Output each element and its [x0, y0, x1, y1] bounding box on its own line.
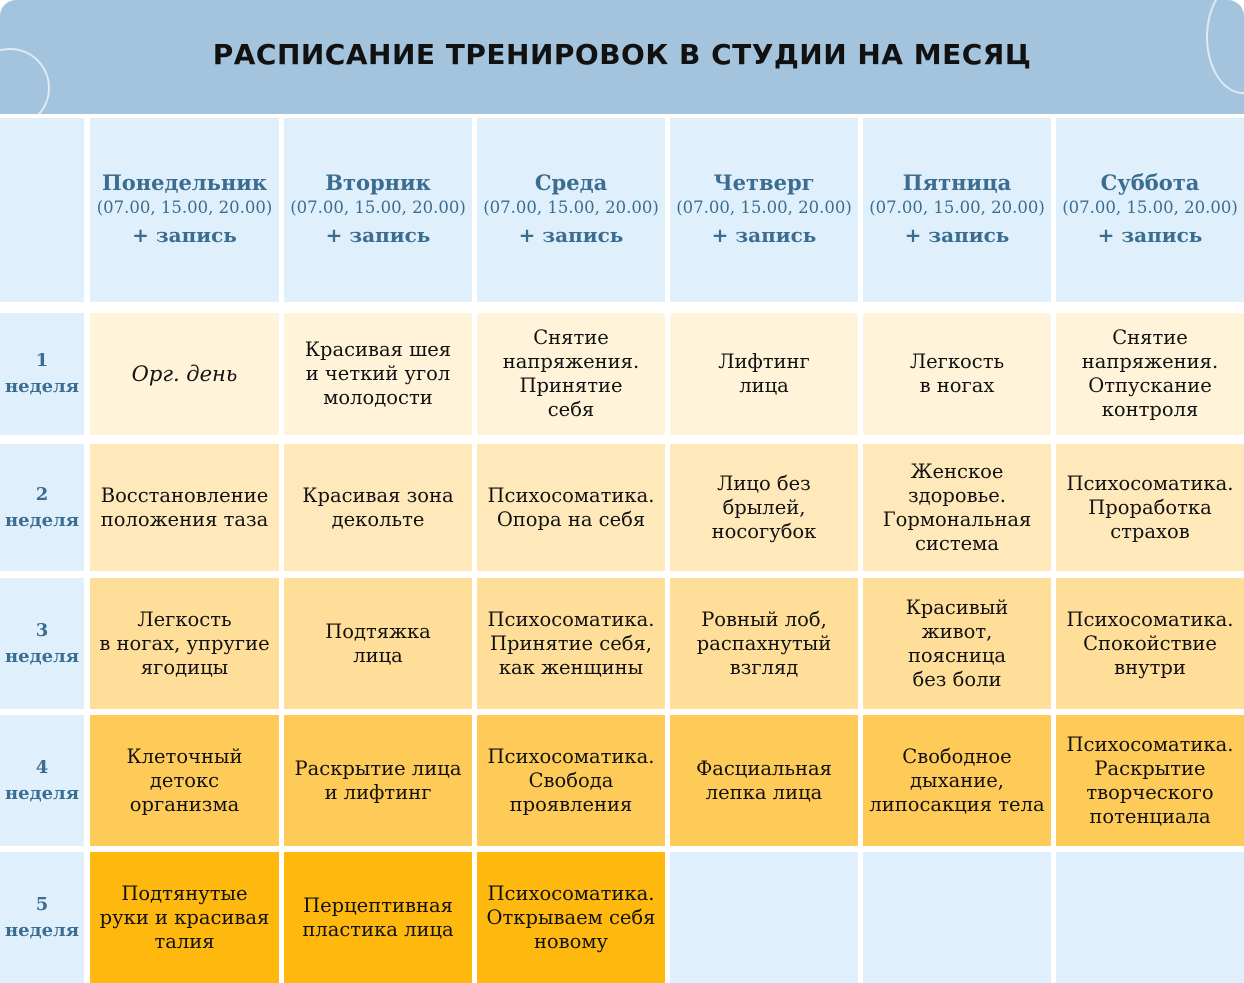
empty-cell: [863, 852, 1051, 983]
week-label-2: [0, 444, 84, 571]
signup-link[interactable]: + запись: [518, 223, 624, 247]
day-header-4: [670, 118, 858, 302]
session-cell: [670, 313, 858, 435]
session-text: напряжения.: [1081, 350, 1219, 373]
session-text: Отпускание: [1088, 374, 1212, 397]
week-number: 4: [35, 756, 49, 778]
session-text: положения таза: [100, 507, 269, 531]
day-header-1: [90, 118, 279, 302]
signup-link[interactable]: + запись: [325, 223, 431, 247]
session-text: Свобода: [528, 768, 614, 792]
session-text: проявления: [509, 792, 633, 816]
day-header-3: [477, 118, 665, 302]
session-text: Подтяжка: [325, 619, 431, 643]
session-cell: [863, 444, 1051, 571]
session-text: распахнутый: [696, 631, 832, 655]
session-text: Лицо без: [717, 471, 811, 495]
session-text: живот,: [921, 619, 993, 643]
week-label: неделя: [4, 645, 80, 667]
session-text: Снятие: [533, 326, 609, 349]
day-name: Четверг: [713, 170, 815, 195]
session-text: руки и красивая: [99, 905, 270, 929]
day-times: (07.00, 15.00, 20.00): [1062, 198, 1238, 217]
session-text: Красивая зона: [302, 483, 454, 507]
session-text: лица: [353, 643, 403, 667]
session-text: талия: [154, 929, 215, 953]
session-cell: [477, 852, 665, 983]
empty-cell: [670, 852, 858, 983]
day-header-2: [284, 118, 472, 302]
session-text: Женское: [910, 459, 1004, 483]
session-text: носогубок: [711, 519, 817, 543]
week-number: 2: [35, 483, 49, 505]
week-label-5: [0, 852, 84, 983]
session-text: Орг. день: [131, 362, 238, 386]
session-text: Лифтинг: [718, 350, 810, 373]
session-cell: [863, 313, 1051, 435]
session-cell: [670, 715, 858, 846]
session-text: и лифтинг: [324, 780, 432, 804]
session-text: организма: [129, 792, 240, 816]
session-text: страхов: [1110, 519, 1190, 543]
day-name: Понедельник: [101, 170, 268, 195]
week-label: неделя: [4, 376, 80, 397]
session-text: Спокойствие: [1083, 631, 1217, 655]
session-text: Принятие себя,: [489, 631, 652, 655]
session-cell: [863, 715, 1051, 846]
signup-link[interactable]: + запись: [1097, 223, 1203, 247]
session-text: дыхание,: [910, 768, 1004, 792]
session-text: Психосоматика.: [487, 483, 655, 507]
session-text: контроля: [1101, 398, 1199, 421]
week-label-3: [0, 578, 84, 709]
session-text: Гормональная: [882, 507, 1032, 531]
session-text: Клеточный: [126, 744, 243, 768]
session-cell: [90, 852, 279, 983]
session-cell: [1056, 578, 1244, 709]
session-text: напряжения.: [502, 350, 640, 373]
session-text: пластика лица: [302, 917, 454, 941]
week-label: неделя: [4, 919, 80, 941]
session-cell: [284, 578, 472, 709]
session-text: Психосоматика.: [1066, 607, 1234, 631]
day-header-6: [1056, 118, 1244, 302]
session-cell: [284, 852, 472, 983]
session-text: Фасциальная: [696, 756, 832, 780]
day-times: (07.00, 15.00, 20.00): [869, 198, 1045, 217]
session-text: как женщины: [498, 655, 644, 679]
session-text: внутри: [1114, 655, 1186, 679]
day-header-5: [863, 118, 1051, 302]
session-cell: [90, 715, 279, 846]
session-text: Снятие: [1112, 326, 1188, 349]
day-name: Пятница: [902, 170, 1012, 195]
week-label: неделя: [4, 782, 80, 804]
session-cell: [284, 313, 472, 435]
schedule-header: [0, 0, 1244, 114]
session-text: Опора на себя: [496, 507, 646, 531]
day-times: (07.00, 15.00, 20.00): [676, 198, 852, 217]
session-text: и четкий угол: [305, 362, 451, 385]
session-cell: [90, 578, 279, 709]
session-text: поясница: [907, 643, 1007, 667]
session-cell: [477, 444, 665, 571]
session-cell: [1056, 715, 1244, 846]
session-text: Ровный лоб,: [701, 607, 827, 631]
session-text: лепка лица: [705, 780, 823, 804]
session-text: Раскрытие лица: [294, 756, 462, 780]
session-text: декольте: [331, 507, 425, 531]
session-cell: [90, 313, 279, 435]
day-times: (07.00, 15.00, 20.00): [290, 198, 466, 217]
session-text: в ногах, упругие: [99, 631, 270, 655]
day-name: Суббота: [1100, 170, 1200, 195]
week-number: 3: [35, 619, 49, 641]
session-cell: [284, 444, 472, 571]
session-text: детокс: [149, 768, 220, 792]
signup-link[interactable]: + запись: [711, 223, 817, 247]
day-times: (07.00, 15.00, 20.00): [483, 198, 659, 217]
session-text: ягодицы: [140, 655, 229, 679]
session-text: Легкость: [137, 607, 232, 631]
session-text: Принятие: [519, 374, 623, 397]
session-cell: [1056, 313, 1244, 435]
day-name: Вторник: [325, 170, 431, 195]
day-times: (07.00, 15.00, 20.00): [96, 198, 273, 217]
session-text: Подтянутые: [121, 881, 248, 905]
week-label-1: [0, 313, 84, 435]
session-text: Психосоматика.: [1066, 471, 1234, 495]
week-number: 1: [35, 350, 49, 371]
week-number: 5: [35, 893, 49, 915]
week-label: неделя: [4, 509, 80, 531]
session-text: Свободное: [902, 744, 1012, 768]
session-text: лица: [739, 374, 789, 397]
session-text: Психосоматика.: [1066, 732, 1234, 756]
session-text: Открываем себя: [486, 905, 656, 929]
session-text: творческого: [1086, 780, 1214, 804]
session-text: молодости: [323, 386, 433, 409]
page-title: РАСПИСАНИЕ ТРЕНИРОВОК В СТУДИИ НА МЕСЯЦ: [212, 38, 1032, 71]
session-cell: [477, 578, 665, 709]
signup-link[interactable]: + запись: [904, 223, 1010, 247]
session-cell: [863, 578, 1051, 709]
session-text: новому: [533, 929, 609, 953]
session-text: Легкость: [909, 350, 1005, 373]
corner-cell: [0, 118, 84, 302]
session-text: липосакция тела: [869, 792, 1045, 816]
session-text: Красивый: [905, 595, 1009, 619]
session-text: Перцептивная: [303, 893, 453, 917]
signup-link[interactable]: + запись: [132, 223, 237, 247]
session-text: в ногах: [919, 374, 995, 397]
session-text: здоровье.: [908, 483, 1006, 507]
session-text: Психосоматика.: [487, 607, 655, 631]
session-cell: [284, 715, 472, 846]
session-cell: [670, 444, 858, 571]
week-label-4: [0, 715, 84, 846]
session-text: система: [915, 531, 999, 555]
session-text: себя: [547, 398, 595, 421]
session-cell: [477, 715, 665, 846]
session-text: Психосоматика.: [487, 881, 655, 905]
session-cell: [90, 444, 279, 571]
day-name: Среда: [534, 170, 608, 195]
session-text: брылей,: [722, 495, 806, 519]
session-text: Красивая шея: [304, 338, 452, 361]
session-cell: [477, 313, 665, 435]
session-text: взгляд: [729, 655, 799, 679]
session-text: Проработка: [1088, 495, 1212, 519]
session-cell: [670, 578, 858, 709]
empty-cell: [1056, 852, 1244, 983]
session-text: Восстановление: [100, 483, 269, 507]
session-text: потенциала: [1089, 804, 1211, 828]
session-text: Психосоматика.: [487, 744, 655, 768]
session-text: без боли: [912, 667, 1002, 691]
session-cell: [1056, 444, 1244, 571]
session-text: Раскрытие: [1094, 756, 1206, 780]
